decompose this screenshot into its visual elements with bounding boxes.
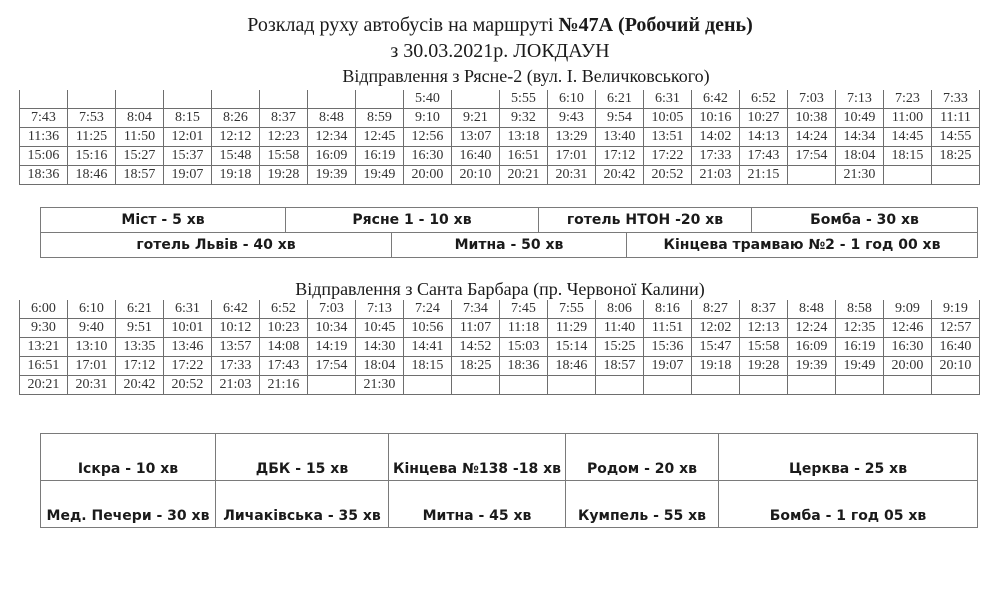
departure-time-cell: 11:25 (68, 128, 116, 147)
departure-time-cell: 6:52 (260, 300, 308, 319)
departure-time-cell: 20:31 (548, 166, 596, 185)
departure-time-cell: 21:03 (692, 166, 740, 185)
departure-time-cell: 7:53 (68, 109, 116, 128)
departure-time-cell: 8:06 (596, 300, 644, 319)
departure-time-cell: 20:52 (164, 376, 212, 395)
departure-time-cell: 16:51 (20, 357, 68, 376)
departure-time-cell: 15:37 (164, 147, 212, 166)
stop-cell: Мед. Печери - 30 хв (41, 481, 216, 528)
departure-time-cell: 11:29 (548, 319, 596, 338)
departure-time-cell: 9:32 (500, 109, 548, 128)
departure-time-cell (596, 376, 644, 395)
departure-time-cell: 20:10 (452, 166, 500, 185)
departure-time-cell: 15:25 (596, 338, 644, 357)
timetable-row (20, 300, 980, 319)
departure-time-cell: 14:30 (356, 338, 404, 357)
departure-time-cell: 19:07 (164, 166, 212, 185)
departure-time-cell: 16:40 (932, 338, 980, 357)
departure-time-cell: 7:03 (308, 300, 356, 319)
departure-time-cell: 8:27 (692, 300, 740, 319)
departure-1-heading: Відправлення з Рясне-2 (вул. І. Величковського) (342, 66, 710, 86)
timetable-row (20, 376, 980, 395)
departure-time-cell: 14:19 (308, 338, 356, 357)
departure-time-cell: 15:48 (212, 147, 260, 166)
departure-time-cell (20, 90, 68, 109)
departure-time-cell: 15:27 (116, 147, 164, 166)
departure-time-cell (740, 376, 788, 395)
stop-cell: Церква - 25 хв (719, 434, 978, 481)
departure-time-cell: 5:55 (500, 90, 548, 109)
departure-time-cell: 6:42 (692, 90, 740, 109)
departure-time-cell: 15:16 (68, 147, 116, 166)
departure-time-cell: 21:30 (836, 166, 884, 185)
departure-time-cell: 7:23 (884, 90, 932, 109)
departure-time-cell: 9:51 (116, 319, 164, 338)
departure-time-cell: 14:08 (260, 338, 308, 357)
departure-time-cell: 21:15 (740, 166, 788, 185)
departure-time-cell: 19:39 (308, 166, 356, 185)
departure-time-cell: 16:51 (500, 147, 548, 166)
departure-time-cell: 10:34 (308, 319, 356, 338)
departure-time-cell: 11:00 (884, 109, 932, 128)
departure-time-cell: 19:39 (788, 357, 836, 376)
timetable-row (20, 357, 980, 376)
departure-time-cell: 8:26 (212, 109, 260, 128)
departure-time-cell: 14:02 (692, 128, 740, 147)
departure-time-cell: 21:30 (356, 376, 404, 395)
departure-time-cell: 8:58 (836, 300, 884, 319)
departure-time-cell: 14:45 (884, 128, 932, 147)
departure-time-cell: 6:21 (596, 90, 644, 109)
departure-time-cell: 6:42 (212, 300, 260, 319)
departure-time-cell: 12:01 (164, 128, 212, 147)
departure-time-cell: 7:45 (500, 300, 548, 319)
departure-time-cell: 14:24 (788, 128, 836, 147)
departure-time-cell: 18:46 (548, 357, 596, 376)
departure-time-cell (884, 376, 932, 395)
stops-1-table-row2 (40, 233, 978, 258)
departure-time-cell: 17:01 (68, 357, 116, 376)
departure-time-cell: 12:12 (212, 128, 260, 147)
departure-time-cell: 8:59 (356, 109, 404, 128)
departure-time-cell: 13:51 (644, 128, 692, 147)
departure-time-cell: 8:48 (788, 300, 836, 319)
departure-time-cell (884, 166, 932, 185)
departure-time-cell (356, 90, 404, 109)
departure-time-cell: 8:37 (740, 300, 788, 319)
departure-time-cell: 11:18 (500, 319, 548, 338)
departure-time-cell: 7:13 (356, 300, 404, 319)
departure-time-cell: 10:01 (164, 319, 212, 338)
stop-cell: Митна - 45 хв (389, 481, 566, 528)
departure-time-cell: 20:42 (596, 166, 644, 185)
departure-time-cell: 17:12 (596, 147, 644, 166)
departure-time-cell: 10:27 (740, 109, 788, 128)
departure-time-cell: 7:43 (20, 109, 68, 128)
departure-time-cell: 8:37 (260, 109, 308, 128)
departure-time-cell: 12:56 (404, 128, 452, 147)
departure-time-cell: 19:18 (692, 357, 740, 376)
departure-time-cell: 12:34 (308, 128, 356, 147)
departure-time-cell: 6:52 (740, 90, 788, 109)
departure-time-cell: 16:30 (404, 147, 452, 166)
departure-time-cell: 17:54 (308, 357, 356, 376)
stops-2-row (41, 434, 978, 481)
departure-time-cell: 8:04 (116, 109, 164, 128)
departure-time-cell: 14:52 (452, 338, 500, 357)
stop-cell: Міст - 5 хв (41, 208, 286, 233)
departure-time-cell: 9:19 (932, 300, 980, 319)
stop-cell: Митна - 50 хв (392, 233, 627, 258)
departure-time-cell: 12:35 (836, 319, 884, 338)
stop-cell: ДБК - 15 хв (216, 434, 389, 481)
departure-time-cell: 20:21 (500, 166, 548, 185)
departure-time-cell: 18:57 (116, 166, 164, 185)
departure-time-cell: 18:04 (356, 357, 404, 376)
departure-time-cell: 19:18 (212, 166, 260, 185)
departure-time-cell: 13:21 (20, 338, 68, 357)
departure-time-cell: 6:31 (164, 300, 212, 319)
departure-time-cell (788, 376, 836, 395)
departure-time-cell: 14:41 (404, 338, 452, 357)
departure-time-cell: 19:28 (260, 166, 308, 185)
stop-cell: Іскра - 10 хв (41, 434, 216, 481)
departure-time-cell: 18:36 (500, 357, 548, 376)
departure-time-cell: 12:24 (788, 319, 836, 338)
stops-2-row (41, 481, 978, 528)
departure-time-cell (836, 376, 884, 395)
departure-time-cell: 7:34 (452, 300, 500, 319)
departure-time-cell: 18:15 (404, 357, 452, 376)
departure-time-cell: 9:30 (20, 319, 68, 338)
timetable-row (20, 147, 980, 166)
departure-time-cell: 20:42 (116, 376, 164, 395)
departure-time-cell: 8:48 (308, 109, 356, 128)
departure-time-cell: 18:04 (836, 147, 884, 166)
stop-cell: Кумпель - 55 хв (566, 481, 719, 528)
stop-cell: Рясне 1 - 10 хв (286, 208, 539, 233)
departure-time-cell: 14:34 (836, 128, 884, 147)
departure-time-cell: 10:05 (644, 109, 692, 128)
departure-time-cell: 17:33 (692, 147, 740, 166)
route-number: №47А (Робочий день) (558, 14, 753, 36)
departure-time-cell: 13:57 (212, 338, 260, 357)
departure-time-cell: 18:57 (596, 357, 644, 376)
departure-time-cell: 18:25 (932, 147, 980, 166)
departure-time-cell: 13:10 (68, 338, 116, 357)
departure-2-heading: Відправлення з Санта Барбара (пр. Червоної Калини) (295, 279, 705, 299)
departure-time-cell: 8:16 (644, 300, 692, 319)
departure-time-cell: 16:30 (884, 338, 932, 357)
departure-time-cell: 7:55 (548, 300, 596, 319)
departure-time-cell: 16:09 (788, 338, 836, 357)
departure-time-cell: 9:21 (452, 109, 500, 128)
departure-time-cell: 10:56 (404, 319, 452, 338)
page-subtitle: з 30.03.2021р. ЛОКДАУН (390, 40, 610, 62)
departure-1-timetable (19, 90, 980, 185)
departure-time-cell: 13:18 (500, 128, 548, 147)
departure-time-cell: 19:49 (836, 357, 884, 376)
departure-time-cell: 7:03 (788, 90, 836, 109)
departure-time-cell: 15:06 (20, 147, 68, 166)
stop-cell: Родом - 20 хв (566, 434, 719, 481)
departure-time-cell: 11:07 (452, 319, 500, 338)
departure-time-cell: 7:24 (404, 300, 452, 319)
departure-time-cell: 13:46 (164, 338, 212, 357)
page-title (0, 14, 1000, 37)
departure-time-cell: 20:10 (932, 357, 980, 376)
departure-time-cell: 13:40 (596, 128, 644, 147)
departure-time-cell: 18:46 (68, 166, 116, 185)
departure-time-cell: 15:47 (692, 338, 740, 357)
departure-time-cell: 12:46 (884, 319, 932, 338)
departure-time-cell: 9:43 (548, 109, 596, 128)
departure-time-cell (68, 90, 116, 109)
departure-time-cell: 13:29 (548, 128, 596, 147)
departure-time-cell: 20:00 (884, 357, 932, 376)
departure-time-cell: 15:58 (740, 338, 788, 357)
departure-time-cell: 12:45 (356, 128, 404, 147)
stop-cell: готель Львів - 40 хв (41, 233, 392, 258)
departure-time-cell: 6:31 (644, 90, 692, 109)
departure-time-cell: 10:45 (356, 319, 404, 338)
departure-time-cell: 15:58 (260, 147, 308, 166)
departure-time-cell: 10:38 (788, 109, 836, 128)
departure-time-cell (500, 376, 548, 395)
departure-time-cell: 19:07 (644, 357, 692, 376)
departure-time-cell: 6:10 (68, 300, 116, 319)
departure-time-cell: 15:36 (644, 338, 692, 357)
timetable-row (20, 338, 980, 357)
timetable-row (20, 109, 980, 128)
departure-time-cell: 17:43 (740, 147, 788, 166)
departure-time-cell (452, 376, 500, 395)
departure-time-cell: 20:52 (644, 166, 692, 185)
stop-cell: Бомба - 30 хв (752, 208, 978, 233)
stop-cell: Бомба - 1 год 05 хв (719, 481, 978, 528)
stop-cell: Кінцева трамваю №2 - 1 год 00 хв (627, 233, 978, 258)
departure-time-cell: 13:35 (116, 338, 164, 357)
departure-time-cell (212, 90, 260, 109)
stop-cell: Личаківська - 35 хв (216, 481, 389, 528)
departure-time-cell: 9:10 (404, 109, 452, 128)
departure-time-cell: 17:22 (164, 357, 212, 376)
stop-cell: Кінцева №138 -18 хв (389, 434, 566, 481)
departure-time-cell: 12:02 (692, 319, 740, 338)
departure-time-cell: 6:10 (548, 90, 596, 109)
departure-time-cell: 8:15 (164, 109, 212, 128)
departure-time-cell: 15:14 (548, 338, 596, 357)
departure-time-cell: 17:33 (212, 357, 260, 376)
departure-time-cell (788, 166, 836, 185)
departure-time-cell: 12:57 (932, 319, 980, 338)
departure-time-cell: 11:11 (932, 109, 980, 128)
departure-time-cell: 12:13 (740, 319, 788, 338)
departure-time-cell: 5:40 (404, 90, 452, 109)
departure-time-cell: 7:33 (932, 90, 980, 109)
departure-time-cell: 16:40 (452, 147, 500, 166)
timetable-row (20, 90, 980, 109)
timetable-row (20, 166, 980, 185)
departure-time-cell: 17:43 (260, 357, 308, 376)
stop-cell: готель НТОН -20 хв (539, 208, 752, 233)
departure-time-cell (164, 90, 212, 109)
departure-time-cell: 10:16 (692, 109, 740, 128)
departure-time-cell (308, 376, 356, 395)
departure-time-cell: 10:49 (836, 109, 884, 128)
departure-time-cell: 21:03 (212, 376, 260, 395)
timetable-row (20, 319, 980, 338)
departure-time-cell: 14:55 (932, 128, 980, 147)
stops-1-row (41, 208, 978, 233)
departure-time-cell (308, 90, 356, 109)
departure-time-cell: 11:36 (20, 128, 68, 147)
departure-time-cell: 11:40 (596, 319, 644, 338)
departure-time-cell: 12:23 (260, 128, 308, 147)
departure-time-cell (548, 376, 596, 395)
departure-time-cell: 6:21 (116, 300, 164, 319)
departure-time-cell: 11:50 (116, 128, 164, 147)
departure-time-cell: 17:22 (644, 147, 692, 166)
timetable-row (20, 128, 980, 147)
departure-time-cell (932, 166, 980, 185)
departure-2-timetable (19, 300, 980, 395)
departure-time-cell (452, 90, 500, 109)
departure-time-cell: 15:03 (500, 338, 548, 357)
departure-time-cell: 16:09 (308, 147, 356, 166)
departure-time-cell (260, 90, 308, 109)
departure-time-cell (932, 376, 980, 395)
departure-time-cell: 21:16 (260, 376, 308, 395)
departure-time-cell: 6:00 (20, 300, 68, 319)
departure-time-cell (644, 376, 692, 395)
departure-time-cell: 19:49 (356, 166, 404, 185)
departure-time-cell: 9:40 (68, 319, 116, 338)
departure-time-cell (404, 376, 452, 395)
departure-time-cell: 18:36 (20, 166, 68, 185)
departure-time-cell: 18:25 (452, 357, 500, 376)
departure-time-cell: 18:15 (884, 147, 932, 166)
departure-time-cell: 9:54 (596, 109, 644, 128)
departure-time-cell: 20:00 (404, 166, 452, 185)
departure-time-cell: 16:19 (356, 147, 404, 166)
departure-time-cell: 16:19 (836, 338, 884, 357)
stops-1-table (40, 207, 978, 233)
departure-time-cell (116, 90, 164, 109)
departure-time-cell (692, 376, 740, 395)
stops-1-row (41, 233, 978, 258)
departure-time-cell: 10:12 (212, 319, 260, 338)
departure-time-cell: 9:09 (884, 300, 932, 319)
departure-time-cell: 10:23 (260, 319, 308, 338)
departure-time-cell: 14:13 (740, 128, 788, 147)
departure-time-cell: 17:12 (116, 357, 164, 376)
departure-time-cell: 17:54 (788, 147, 836, 166)
departure-time-cell: 20:21 (20, 376, 68, 395)
stops-2-table (40, 433, 978, 528)
departure-time-cell: 20:31 (68, 376, 116, 395)
departure-time-cell: 11:51 (644, 319, 692, 338)
departure-time-cell: 17:01 (548, 147, 596, 166)
departure-time-cell: 13:07 (452, 128, 500, 147)
departure-time-cell: 7:13 (836, 90, 884, 109)
title-prefix: Розклад руху автобусів на маршруті (247, 14, 559, 36)
departure-time-cell: 19:28 (740, 357, 788, 376)
